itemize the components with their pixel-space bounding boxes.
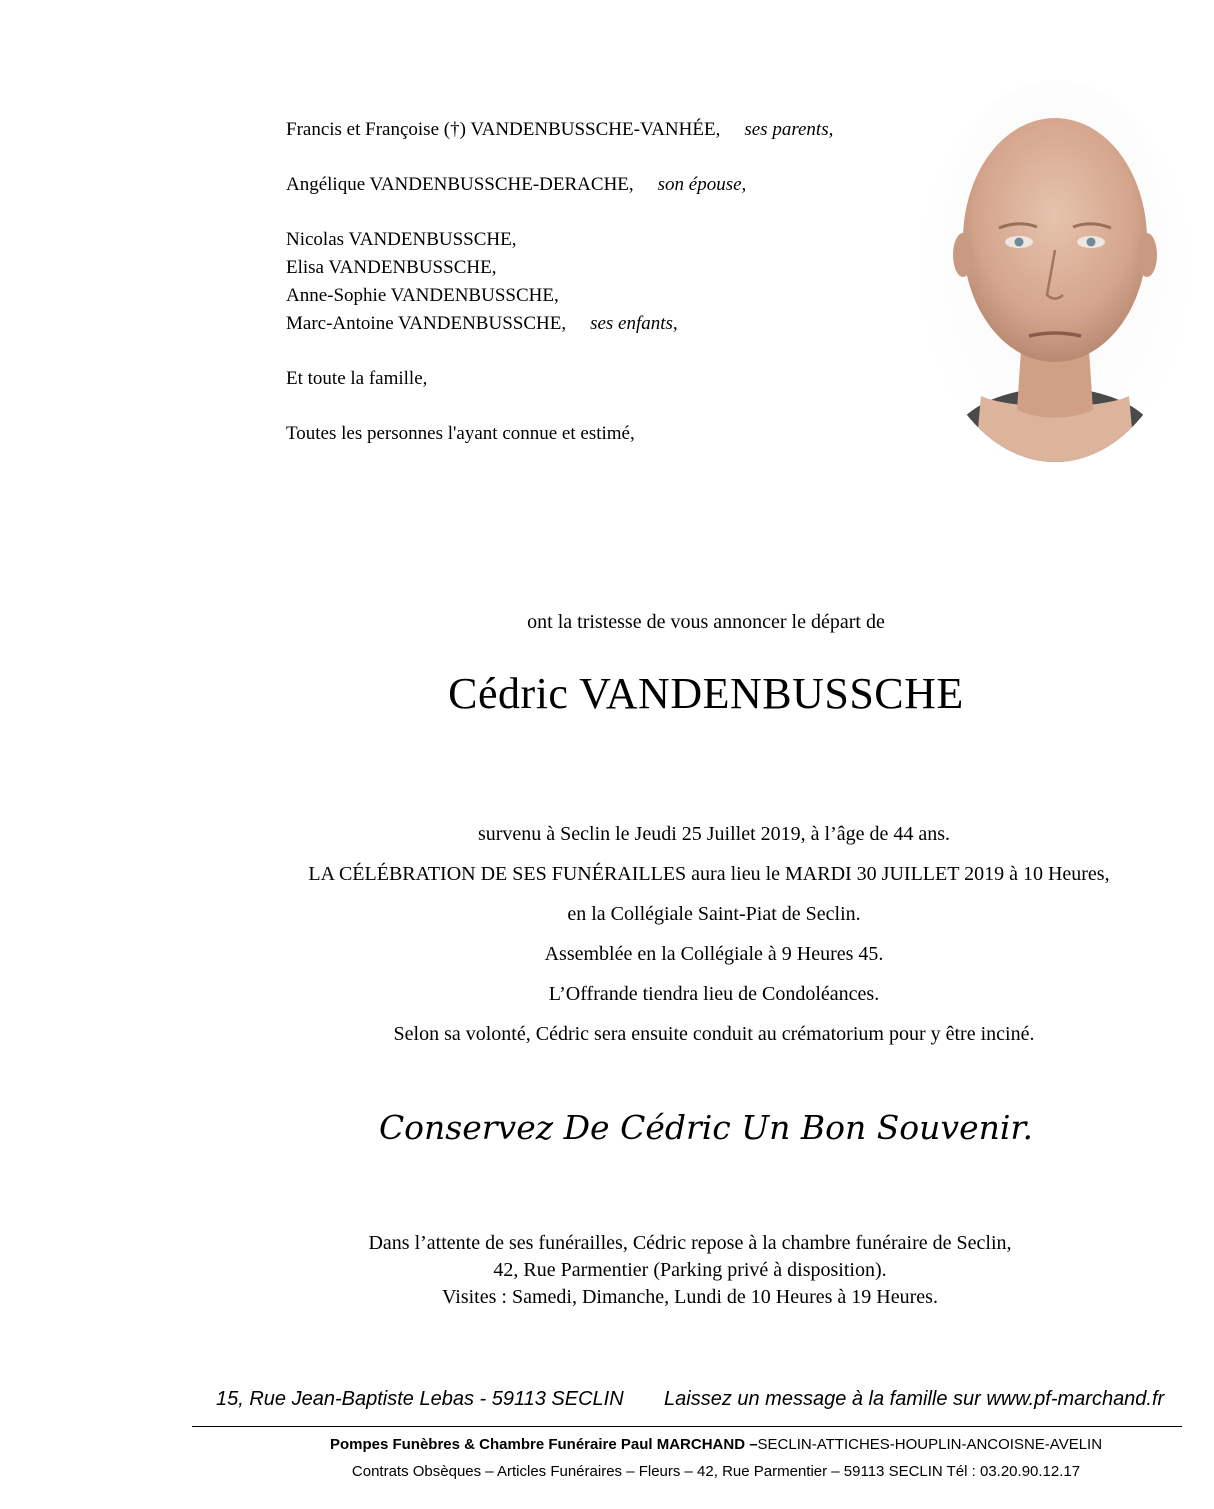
children-role: ses enfants, [590, 313, 678, 334]
details-line: en la Collégiale Saint-Piat de Seclin. [567, 903, 861, 925]
visits-line: Dans l’attente de ses funérailles, Cédric repose à la chambre funéraire de Seclin, [368, 1232, 1012, 1254]
parents-name: Francis et Françoise (†) VANDENBUSSCHE-VANHÉE, [286, 119, 721, 140]
family-spouse [286, 171, 833, 199]
child-name: Anne-Sophie VANDENBUSSCHE, [286, 285, 559, 306]
footer-services: Contrats Obsèques – Articles Funéraires – Fleurs – 42, Rue Parmentier – 59113 SECLIN Tél : 03.20.90.12.17 [351, 1463, 1081, 1480]
footer-website-message[interactable]: Laissez un message à la famille sur www.pf-marchand.fr [664, 1388, 1165, 1410]
footer-divider [192, 1426, 1182, 1427]
details-line: survenu à Seclin le Jeudi 25 Juillet 2019, à l’âge de 44 ans. [477, 823, 951, 845]
all-family: Et toute la famille, [286, 368, 428, 389]
footer-company-name: Pompes Funèbres & Chambre Funéraire Paul MARCHAND – [329, 1436, 758, 1453]
announcement-intro: ont la tristesse de vous annoncer le départ de [527, 611, 885, 633]
footer-contact [216, 1388, 1206, 1411]
deceased-name: Cédric VANDENBUSSCHE [448, 669, 964, 718]
family-parents [286, 116, 833, 144]
spouse-role: son épouse, [657, 174, 747, 195]
details-line: LA CÉLÉBRATION DE SES FUNÉRAILLES aura lieu le MARDI 30 JUILLET 2019 à 10 Heures, [308, 863, 1110, 885]
footer-company [216, 1436, 1214, 1453]
child-name: Marc-Antoine VANDENBUSSCHE, [286, 313, 567, 334]
spouse-name: Angélique VANDENBUSSCHE-DERACHE, [286, 174, 634, 195]
footer-company-towns: SECLIN-ATTICHES-HOUPLIN-ANCOISNE-AVELIN [757, 1436, 1103, 1453]
visits-info [190, 1230, 1190, 1311]
parents-role: ses parents, [744, 119, 834, 140]
child-name: Elisa VANDENBUSSCHE, [286, 257, 497, 278]
deceased-portrait [921, 80, 1189, 462]
family-list [286, 116, 833, 448]
details-line: L’Offrande tiendra lieu de Condoléances. [548, 983, 880, 1005]
family-children-last [286, 310, 833, 338]
footer-address: 15, Rue Jean-Baptiste Lebas - 59113 SECLIN [216, 1388, 624, 1410]
details-line: Assemblée en la Collégiale à 9 Heures 45. [544, 943, 884, 965]
visits-line: Visites : Samedi, Dimanche, Lundi de 10 Heures à 19 Heures. [442, 1286, 938, 1308]
details-line: Selon sa volonté, Cédric sera ensuite conduit au crématorium pour y être inciné. [393, 1023, 1035, 1045]
funeral-details [206, 814, 1214, 1054]
visits-line: 42, Rue Parmentier (Parking privé à disposition). [493, 1259, 887, 1281]
all-people: Toutes les personnes l'ayant connue et estimé, [286, 423, 635, 444]
child-name: Nicolas VANDENBUSSCHE, [286, 229, 517, 250]
souvenir-text: Conservez De Cédric Un Bon Souvenir. [378, 1108, 1034, 1147]
